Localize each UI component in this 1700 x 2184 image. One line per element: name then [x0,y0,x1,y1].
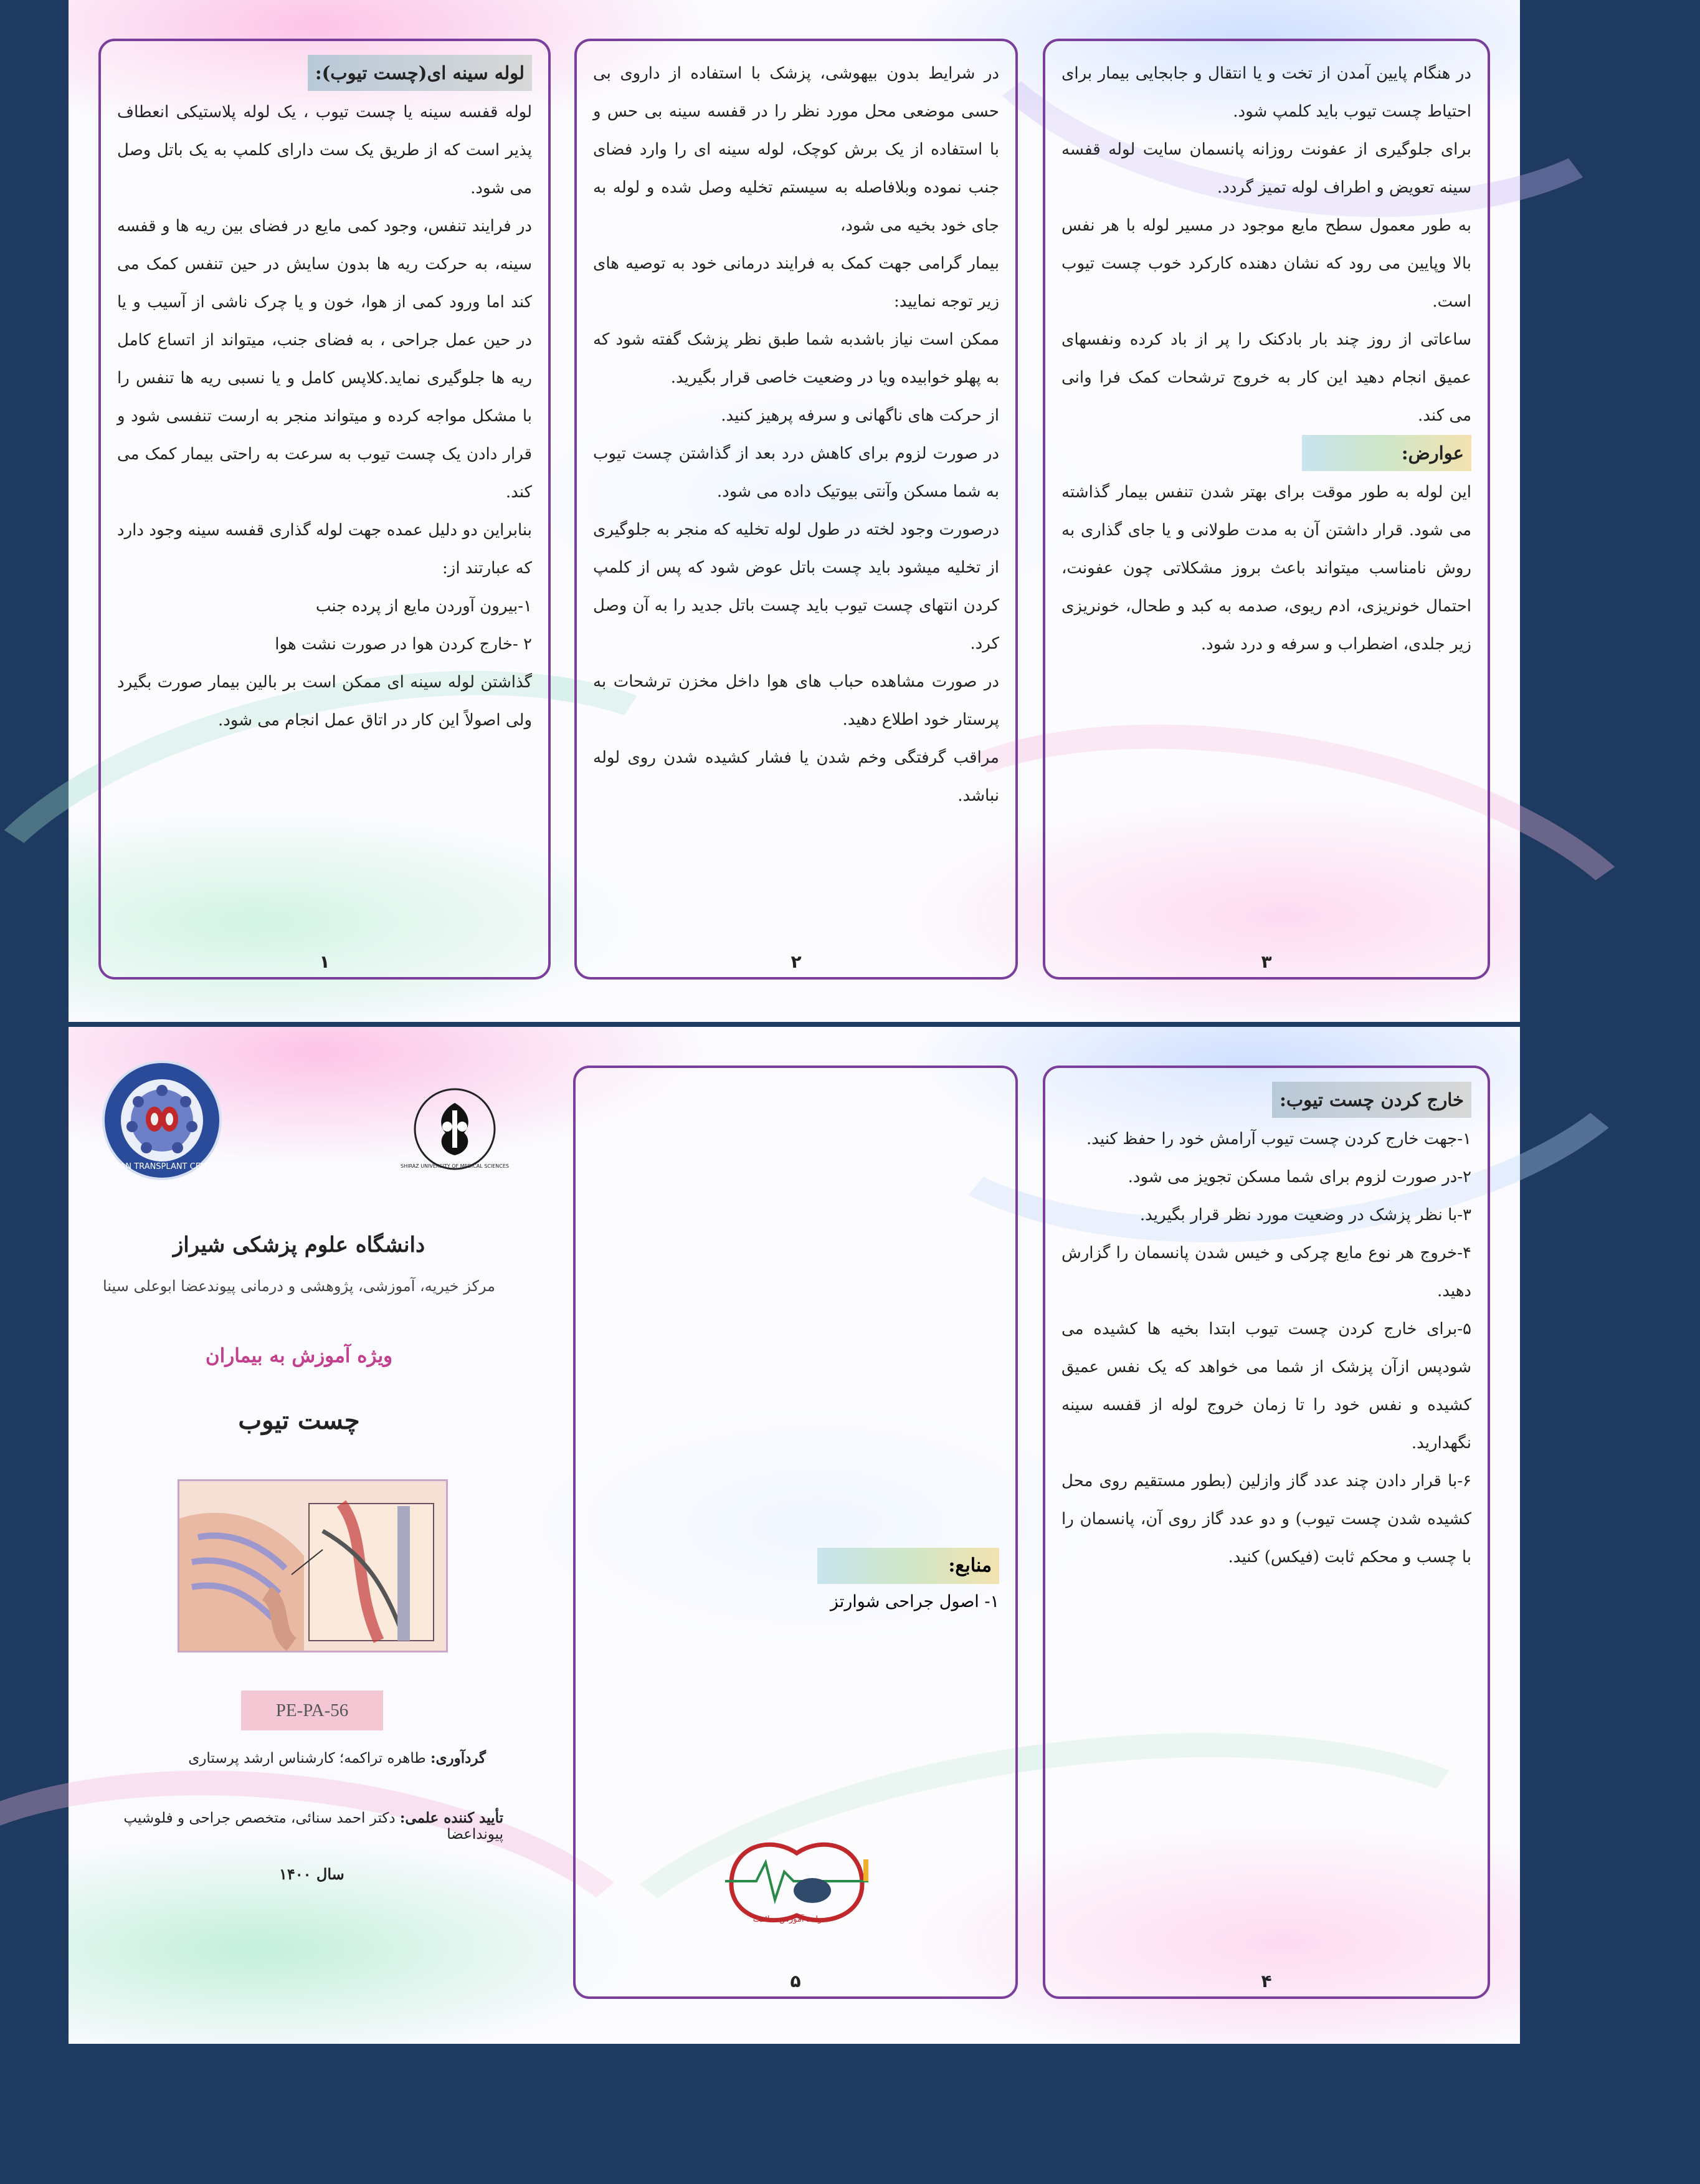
logo-right-text: SHIRAZ UNIVERSITY OF MEDICAL SCIENCES [401,1163,509,1169]
paragraph: این لوله به طور موقت برای بهتر شدن تنفس بیمار گذاشته می شود. قرار داشتن آن به مدت طولانی و یا جای گذاری به روش نامناسب میتواند باعث بروز مشکلاتی چون عفونت، احتمال خونریزی، ادم ریوی، صدمه به کبد و طحال، خونریزی زیر جلدی، اضطراب و سرفه و درد شود. [1061,483,1471,654]
brochure-topic-title: چست تیوب [238,1406,360,1435]
panel-2 [574,39,1018,980]
paragraph: بنابراین دو دلیل عمده جهت لوله گذاری قفسه سینه وجود دارد که عبارتند از: [117,521,532,578]
shiraz-university-logo [401,1085,509,1173]
paragraph: در صورت مشاهده حباب های هوا داخل مخزن ترشحات به پرستار خود اطلاع دهید. [593,672,999,729]
compiled-name: طاهره تراکمه؛ کارشناس ارشد پرستاری [188,1750,431,1767]
list-item: ۴-خروج هر نوع مایع چرکی و خیس شدن پانسمان را گزارش دهید. [1061,1244,1471,1300]
list-item: ۵-برای خارج کردن چست تیوب ابتدا بخیه ها کشیده می شودپس ازآن پزشک از شما می خواهد که یک نفس عمیق کشیده و نفس خود را تا زمان خروج لوله از قفسه سینه نگهدارید. [1061,1320,1471,1452]
paragraph: از حرکت های ناگهانی و سرفه پرهیز کنید. [721,406,999,425]
paragraph: مراقب گرفتگی وخم شدن یا فشار کشیده شدن روی لوله نباشد. [593,748,999,805]
panel-4-text [1045,1068,1488,1576]
paragraph: لوله قفسه سینه یا چست تیوب ، یک لوله پلاستیکی انعطاف پذیر است که از طریق یک ست دارای کلمپ به یک باتل وصل می شود. [117,103,532,198]
panel-5 [573,1066,1018,1999]
list-item: ۶-با قرار دادن چند عدد گاز وازلین (بطور مستقیم روی محل کشیده شدن چست تیوب) و دو عدد گاز روی آن، پانسمان را با چسب و محکم ثابت (فیکس) کنید. [1061,1472,1471,1566]
audience-label: ویژه آموزش به بیماران [205,1345,393,1367]
page-number: ۳ [1261,951,1272,972]
paragraph: ساعاتی از روز چند بار بادکنک را پر از باد کرده ونفسهای عمیق انجام دهید این کار به خروج ترشحات کمک فرا وانی می کند. [1061,330,1471,425]
page-number: ۱ [319,951,330,972]
compiled-by [188,1750,486,1767]
paragraph: به طور معمول سطح مایع موجود در مسیر لوله با هر نفس بالا وپایین می رود که نشان دهنده کارکرد خوب چست تیوب است. [1061,216,1471,311]
paragraph: ممکن است نیاز باشدبه شما طبق نظر پزشک گفته شود که به پهلو خوابیده ویا در وضعیت خاصی قرار بگیرید. [593,330,999,387]
section-heading: عوارض: [1302,435,1471,471]
center-subtitle: مرکز خیریه، آموزشی، پژوهشی و درمانی پیوندعضا ابوعلی سینا [102,1277,496,1295]
cover-panel [69,1027,529,2044]
list-item: ۲ -خارج کردن هوا در صورت نشت هوا [275,635,532,654]
list-item: ۲-در صورت لزوم برای شما مسکن تجویز می شود. [1128,1168,1471,1186]
logo-caption: واحد آموزش سلامت [753,1915,822,1924]
panel-2-text [577,41,1015,815]
page-number: ۲ [791,951,802,972]
university-title: دانشگاه علوم پزشکی شیراز [173,1233,425,1257]
chest-tube-illustration [178,1479,448,1652]
list-item: ۱-بیرون آوردن مایع از پرده جنب [315,597,532,616]
brochure-outside-sheet [69,1027,1520,2044]
approved-label: تأیید کننده علمی: [399,1810,503,1826]
paragraph: در فرایند تنفس، وجود کمی مایع در فضای بین ریه ها و قفسه سینه، به حرکت ریه ها بدون سایش در حین تنفس کمک می کند اما ورود کمی از هوا، خون و یا چرک ناشی از آسیب و یا در حین عمل جراحی ، به فضای جنب، میتواند از اتساع کامل ریه ها جلوگیری نماید.کلاپس کامل و یا نسبی ریه ها تنفس را با مشکل مواجه کرده و میتواند منجر به ارست تنفسی شود و قرار دادن یک چست تیوب به سرعت به راحتی بیمار کمک می کند. [117,217,532,502]
paragraph: در شرایط بدون بیهوشی، پزشک با استفاده از داروی بی حسی موضعی محل مورد نظر را در قفسه سینه بی حس و با استفاده از یک برش کوچک، لوله سینه ای را وارد فضای جنب نموده وبلافاصله به سیستم تخلیه وصل شده و لوله به جای خود بخیه می شود، [593,64,999,235]
publication-year: سال ۱۴۰۰ [279,1865,344,1883]
page-number: ۵ [790,1971,801,1991]
health-education-logo [719,1834,875,1928]
paragraph: در هنگام پایین آمدن از تخت و یا انتقال و جابجایی بیمار برای احتیاط چست تیوب باید کلمپ شود. [1061,64,1471,121]
panel-3-text [1045,41,1488,664]
source-item: ۱- اصول جراحی شوارتز [830,1592,999,1611]
section-heading: خارج کردن چست تیوب: [1272,1082,1471,1118]
logo-left-text: ORGAN TRANSPLANT CENTER [102,1162,222,1171]
panel-1-text [101,41,548,740]
compiled-label: گردآوری: [430,1750,486,1767]
panel-3 [1043,39,1490,980]
paragraph: در صورت لزوم برای کاهش درد بعد از گذاشتن چست تیوب به شما مسکن وآنتی بیوتیک داده می شود. [593,444,999,501]
approved-by [69,1810,503,1843]
list-item: ۳-با نظر پزشک در وضعیت مورد نظر قرار بگیرید. [1139,1206,1471,1224]
panel-4 [1043,1066,1490,1999]
document-code: PE-PA-56 [241,1690,383,1730]
approved-name: دکتر احمد سنائی، متخصص جراحی و فلوشیپ پیونداعضا [123,1810,503,1843]
list-item: ۱-جهت خارج کردن چست تیوب آرامش خود را حفظ کنید. [1086,1130,1471,1148]
panel-1 [98,39,551,980]
paragraph: برای جلوگیری از عفونت روزانه پانسمان سایت لوله قفسه سینه تعویض و اطراف لوله تمیز گردد. [1061,140,1471,197]
paragraph: درصورت وجود لخته در طول لوله تخلیه که منجر به جلوگیری از تخلیه میشود باید چست باتل عوض شود که پس از کلمپ کردن انتهای چست تیوب باید چست باتل جدید را به آن وصل کرد. [593,520,999,653]
sources-heading: منابع: [817,1548,999,1584]
section-heading: لوله سینه ای(چست تیوب): [308,55,532,91]
paragraph: بیمار گرامی جهت کمک به فرایند درمانی خود به توصیه های زیر توجه نمایید: [593,254,999,311]
page-number: ۴ [1261,1971,1272,1991]
paragraph: گذاشتن لوله سینه ای ممکن است بر بالین بیمار صورت بگیرد ولی اصولاً این کار در اتاق عمل انجام می شود. [117,673,532,730]
organ-transplant-center-logo [100,1058,224,1183]
